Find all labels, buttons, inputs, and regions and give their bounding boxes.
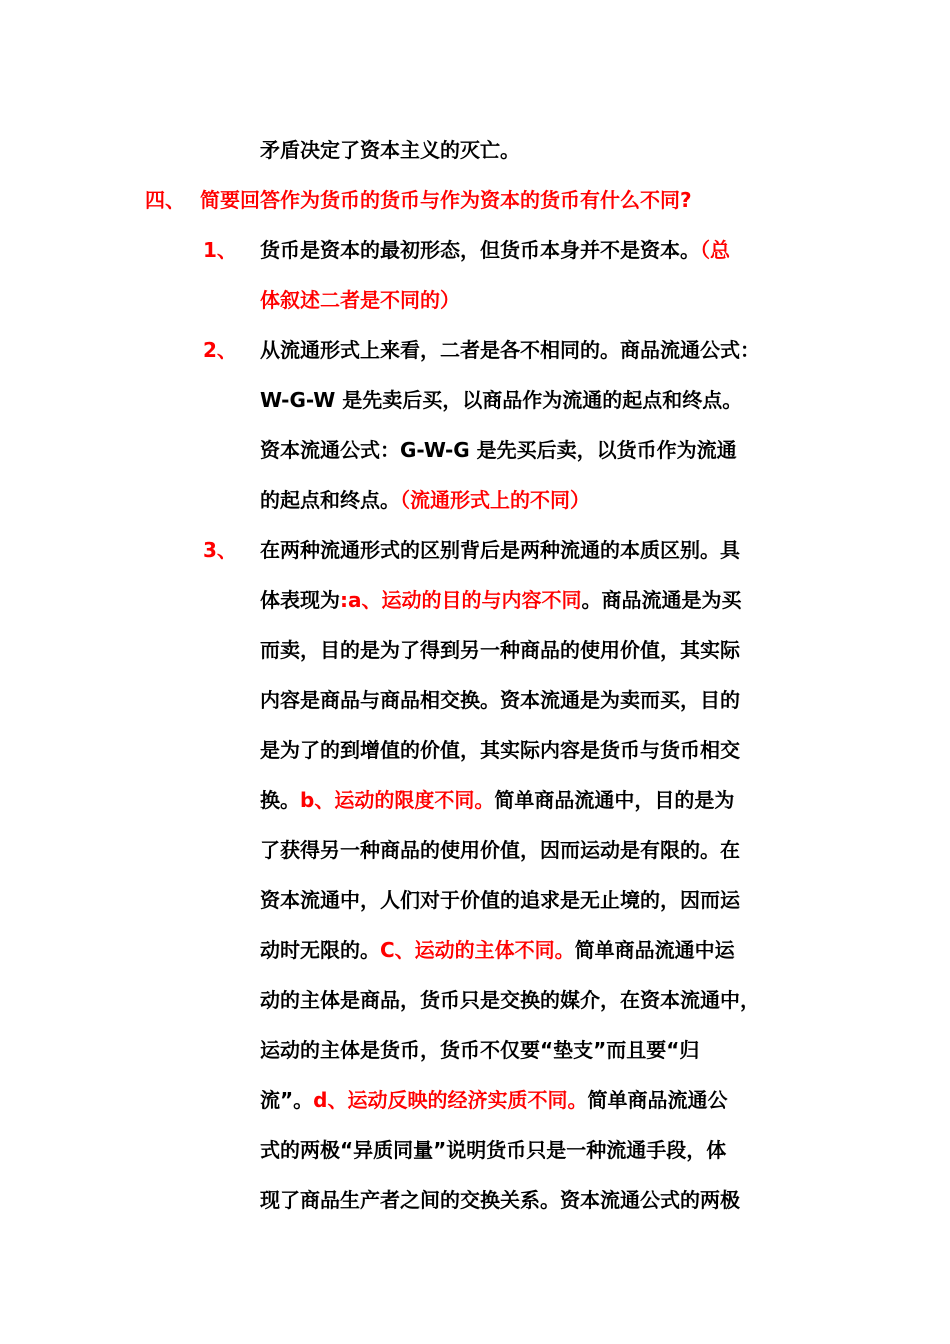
highlighted-text: （流通形式上的不同） [400,488,590,512]
body-text: 换。 [260,788,300,812]
body-text: 运动的主体是货币，货币不仅要“垫支”而且要“归 [260,1038,700,1062]
highlighted-text: :a、运动的目的与内容不同 [340,588,582,612]
body-text: 。商品流通是为买 [581,588,742,612]
highlighted-text: 体叙述二者是不同的） [260,288,460,312]
body-text: 货币是资本的最初形态，但货币本身并不是资本。 [260,238,700,262]
item-text-line [260,735,740,765]
highlighted-text: （总 [700,238,730,262]
item-text-line [260,1035,699,1065]
item-text-line [260,785,734,815]
item-text-line [260,335,760,365]
body-text: 动的主体是商品，货币只是交换的媒介，在资本流通中， [260,988,760,1012]
item-text-line [260,1185,740,1215]
highlighted-text: b、运动的限度不同。 [300,788,495,812]
body-text: 是为了的到增值的价值，其实际内容是货币与货币相交 [260,738,740,762]
body-text: 资本流通公式：G-W-G 是先买后卖，以货币作为流通 [260,438,737,462]
body-text: W-G-W 是先卖后买，以商品作为流通的起点和终点。 [260,388,743,412]
item-text-line [260,285,460,315]
body-text: 了获得另一种商品的使用价值，因而运动是有限的。在 [260,838,740,862]
body-text: 现了商品生产者之间的交换关系。资本流通公式的两极 [260,1188,740,1212]
item-text-line [260,1085,727,1115]
body-text: 从流通形式上来看，二者是各不相同的。商品流通公式： [260,338,760,362]
intro-line: 矛盾决定了资本主义的灭亡。 [260,138,520,162]
item-text-line [260,485,590,515]
item-text-line [260,435,737,465]
item-text-line [260,985,760,1015]
body-text: 的起点和终点。 [260,488,400,512]
body-text: 资本流通中，人们对于价值的追求是无止境的，因而运 [260,888,740,912]
highlighted-text: d、运动反映的经济实质不同。 [313,1088,588,1112]
item-text-line [260,585,742,615]
body-text: 而卖，目的是为了得到另一种商品的使用价值，其实际 [260,638,740,662]
item-number: 2、 [203,338,237,362]
item-text-line [260,685,740,715]
item-text-line [260,385,742,415]
body-text: 简单商品流通中运 [574,938,735,962]
body-text: 内容是商品与商品相交换。资本流通是为卖而买，目的 [260,688,740,712]
section-title: 简要回答作为货币的货币与作为资本的货币有什么不同? [200,188,692,212]
item-text-line [260,835,740,865]
body-text: 流”。 [260,1088,314,1112]
body-text: 式的两极“异质同量”说明货币只是一种流通手段，体 [260,1138,727,1162]
highlighted-text: C、运动的主体不同。 [380,938,575,962]
body-text: 动时无限的。 [260,938,380,962]
item-text-line [260,535,740,565]
body-text: 在两种流通形式的区别背后是两种流通的本质区别。具 [260,538,740,562]
item-text-line [260,935,735,965]
body-text: 简单商品流通中，目的是为 [494,788,735,812]
section-number: 四、 [145,188,185,212]
item-text-line [260,635,740,665]
item-text-line [260,1135,726,1165]
body-text: 体表现为 [260,588,340,612]
item-number: 1、 [203,238,237,262]
item-text-line [260,235,730,265]
item-number: 3、 [203,538,237,562]
item-text-line [260,885,740,915]
body-text: 简单商品流通公 [587,1088,728,1112]
